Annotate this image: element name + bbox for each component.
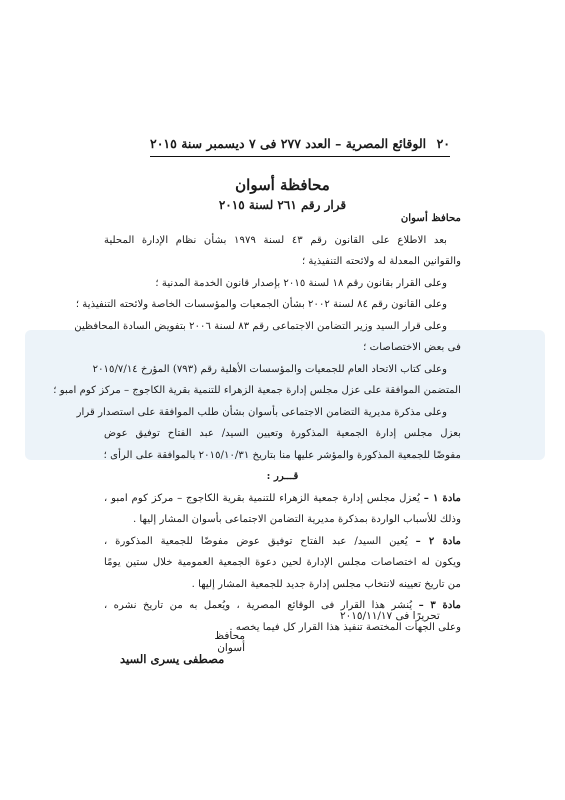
document-body <box>53 208 462 638</box>
preamble-line: فى بعض الاختصاصات ؛ <box>363 342 461 353</box>
decision-title: قرار رقم ٢٦١ لسنة ٢٠١٥ <box>218 198 347 212</box>
date-written: تحريرًا فى ٢٠١٥/١١/١٧ <box>340 610 440 622</box>
article-2-line: ويكون له اختصاصات مجلس الإدارة لحين دعوة الجمعية العمومية خلال ستين يومًا <box>104 557 461 568</box>
preamble-line: وعلى القانون رقم ٨٤ لسنة ٢٠٠٢ بشأن الجمعيات والمؤسسات الخاصة ولائحته التنفيذية ؛ <box>75 299 447 310</box>
article-2-text: يُعين السيد/ عبد الفتاح توفيق عوض مفوضًا للجمعية المذكورة ، <box>104 535 408 547</box>
issuer: محافظ أسوان <box>400 212 461 224</box>
article-2-line: من تاريخ تعيينه لانتخاب مجلس إدارة جديد للجمعية المشار إليها . <box>191 578 461 590</box>
article-1-label: مادة ١ – <box>423 491 461 504</box>
page-number: ٢٠ <box>436 136 450 151</box>
preamble-line: المتضمن الموافقة على عزل مجلس إدارة جمعية الزهراء للتنمية بقرية الكاجوج – مركز كوم امبو ؛ <box>53 385 461 396</box>
preamble-line: وعلى مذكرة مديرية التضامن الاجتماعى بأسوان بشأن طلب الموافقة على استصدار قرار <box>76 406 447 418</box>
article-1-line: وذلك للأسباب الواردة بمذكرة مديرية التضامن الاجتماعى بأسوان المشار إليها . <box>132 514 461 525</box>
article-1-text: يُعزل مجلس إدارة جمعية الزهراء للتنمية بقرية الكاجوج – مركز كوم امبو ، <box>104 492 420 504</box>
article-2-label: مادة ٢ – <box>415 534 462 547</box>
article-3-line: وعلى الجهات المختصة تنفيذ هذا القرار كل فيما يخصه . <box>229 621 461 633</box>
page-header <box>150 136 450 157</box>
article-1-line <box>104 488 461 510</box>
publication-info: الوقائع المصرية – العدد ٢٧٧ فى ٧ ديسمبر سنة ٢٠١٥ <box>150 136 427 151</box>
decides-heading: قـــرر : <box>266 470 299 482</box>
article-3-text: يُنشر هذا القرار فى الوقائع المصرية ، ويُعمل به من تاريخ نشره ، <box>104 600 413 611</box>
signature-name: مصطفى يسرى السيد <box>120 652 225 666</box>
preamble-line: وعلى كتاب الاتحاد العام للجمعيات والمؤسسات الأهلية رقم (٧٩٣) المؤرخ ٢٠١٥/٧/١٤ <box>92 363 447 375</box>
preamble-line: بعزل مجلس إدارة الجمعية المذكورة وتعيين السيد/ عبد الفتاح توفيق عوض <box>104 428 461 439</box>
signature-title: محافظ أسوان <box>214 630 245 654</box>
preamble-line: مفوضًا للجمعية المذكورة والمؤشر عليها منا بتاريخ ٢٠١٥/١٠/٣١ بالموافقة على الرأى ؛ <box>103 449 461 461</box>
article-2-line <box>104 531 461 553</box>
preamble-line: وعلى القرار بقانون رقم ١٨ لسنة ٢٠١٥ بإصدار قانون الخدمة المدنية ؛ <box>155 277 447 289</box>
preamble-line: والقوانين المعدلة له ولائحته التنفيذية ؛ <box>301 256 461 267</box>
governorate-title: محافظة أسوان <box>235 176 330 194</box>
preamble-line: بعد الاطلاع على القانون رقم ٤٣ لسنة ١٩٧٩ بشأن نظام الإدارة المحلية <box>104 234 447 246</box>
preamble-line: وعلى قرار السيد وزير التضامن الاجتماعى رقم ٨٣ لسنة ٢٠٠٦ بتفويض السادة المحافظين <box>74 320 447 332</box>
article-3-label: مادة ٣ – <box>418 599 461 611</box>
